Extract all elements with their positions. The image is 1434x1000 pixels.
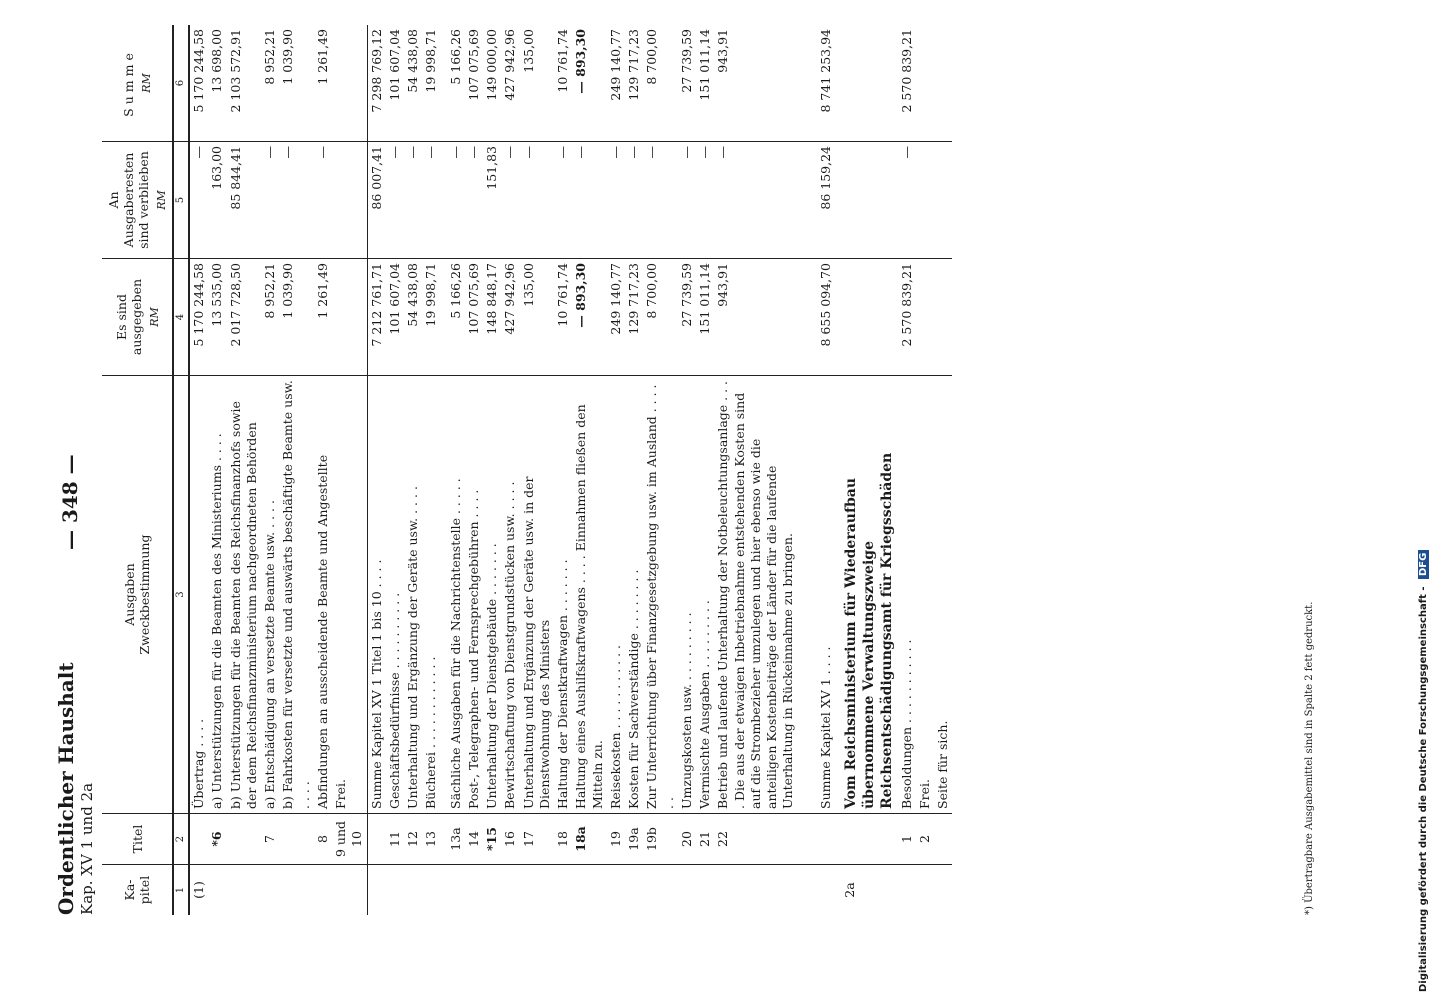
cell-summe xyxy=(835,25,898,142)
cell-kapitel xyxy=(643,865,678,916)
cell-titel: 18 xyxy=(554,814,572,865)
dfg-logo: DFG xyxy=(1418,550,1429,579)
table-row xyxy=(696,25,714,915)
cell-titel xyxy=(279,814,314,865)
cell-titel: 20 xyxy=(678,814,696,865)
unit-label: RM xyxy=(155,190,168,210)
cell-titel: 18a xyxy=(572,814,607,865)
cell-summe: 54 438,08 xyxy=(404,25,422,142)
side-margin xyxy=(1418,8,1434,992)
cell-zweckbestimmung: Unterhaltung und Ergänzung der Geräte usw. in der Dienstwohnung des Ministers xyxy=(520,376,555,814)
cell-summe: 249 140,77 xyxy=(607,25,625,142)
cell-zweckbestimmung: Post-, Telegraphen- und Fernsprechgebühren . . . . xyxy=(465,376,483,814)
cell-ausgabereste: 151,83 xyxy=(483,142,501,259)
cell-ausgabereste: 86 159,24 xyxy=(798,142,835,259)
cell-ausgegeben: 148 848,17 xyxy=(483,259,501,376)
cell-kapitel xyxy=(227,865,262,916)
table-row xyxy=(625,25,643,915)
cell-ausgegeben: 151 011,14 xyxy=(696,259,714,376)
cell-ausgabereste: 163,00 xyxy=(208,142,226,259)
cell-ausgabereste: — xyxy=(261,142,279,259)
cell-ausgabereste: — xyxy=(189,142,208,259)
cell-zweckbestimmung: Summe Kapitel XV 1 . . . . xyxy=(798,376,835,814)
cell-kapitel xyxy=(386,865,404,916)
cell-ausgabereste: 86 007,41 xyxy=(367,142,386,259)
cell-titel: 16 xyxy=(501,814,519,865)
cell-ausgegeben: 2 017 728,50 xyxy=(227,259,262,376)
table-row xyxy=(367,25,386,915)
cell-kapitel xyxy=(520,865,555,916)
cell-ausgabereste: — xyxy=(714,142,797,259)
cell-ausgegeben: 2 570 839,21 xyxy=(898,259,916,376)
cell-titel: 12 xyxy=(404,814,422,865)
table-row xyxy=(422,25,440,915)
cell-kapitel xyxy=(916,865,934,916)
col-number: 2 xyxy=(173,814,189,865)
table-row xyxy=(572,25,607,915)
cell-ausgabereste xyxy=(934,142,952,259)
cell-ausgabereste: — xyxy=(404,142,422,259)
cell-zweckbestimmung: b) Fahrkosten für versetzte und auswärts beschäftigte Beamte usw. . . . . xyxy=(279,376,314,814)
cell-kapitel xyxy=(798,865,835,916)
cell-ausgegeben xyxy=(934,259,952,376)
page-header xyxy=(54,662,96,915)
cell-ausgegeben: 107 075,69 xyxy=(465,259,483,376)
cell-ausgabereste: — xyxy=(898,142,916,259)
unit-label: RM xyxy=(140,73,153,93)
cell-kapitel: (1) xyxy=(191,881,207,899)
cell-summe xyxy=(916,25,934,142)
cell-ausgegeben: 1 039,90 xyxy=(279,259,314,376)
cell-titel: 19 xyxy=(607,814,625,865)
cell-ausgegeben: — 893,30 xyxy=(572,259,607,376)
col-zweck-header xyxy=(102,376,173,814)
table-row xyxy=(465,25,483,915)
col-number: 4 xyxy=(173,259,189,376)
cell-kapitel xyxy=(554,865,572,916)
cell-ausgegeben xyxy=(332,259,367,376)
cell-ausgabereste: — xyxy=(441,142,465,259)
cell-summe: 943,91 xyxy=(714,25,797,142)
cell-kapitel xyxy=(898,865,916,916)
cell-kapitel xyxy=(678,865,696,916)
cell-ausgabereste: — xyxy=(501,142,519,259)
table-row xyxy=(386,25,404,915)
cell-ausgabereste: — xyxy=(386,142,404,259)
header-subtitle: Kap. XV 1 und 2a xyxy=(78,782,96,915)
cell-kapitel xyxy=(314,865,332,916)
table-row xyxy=(332,25,367,915)
col-zweck-sub: Zweckbestimmung xyxy=(137,534,153,655)
table-row xyxy=(501,25,519,915)
cell-ausgabereste: — xyxy=(422,142,440,259)
table-row xyxy=(643,25,678,915)
digitization-note-text: Digitalisierung gefördert durch die Deutsche Forschungsgemeinschaft - xyxy=(1418,586,1429,992)
cell-ausgegeben: 101 607,04 xyxy=(386,259,404,376)
cell-kapitel xyxy=(483,865,501,916)
cell-summe: 101 607,04 xyxy=(386,25,404,142)
col-number: 1 xyxy=(173,865,189,916)
cell-ausgegeben: 7 212 761,71 xyxy=(367,259,386,376)
cell-zweckbestimmung: Frei. xyxy=(332,376,367,814)
cell-titel: 7 xyxy=(261,814,279,865)
cell-zweckbestimmung: Besoldungen . . . . . . . . . . . xyxy=(898,376,916,814)
cell-kapitel xyxy=(261,865,279,916)
table-row xyxy=(678,25,696,915)
col-ausgegeben-label: Es sind ausgegeben xyxy=(113,278,144,356)
cell-summe: 5 166,26 xyxy=(441,25,465,142)
cell-summe: 8 741 253,94 xyxy=(798,25,835,142)
cell-ausgabereste: — xyxy=(520,142,555,259)
cell-zweckbestimmung: Betrieb und laufende Unterhaltung der Notbeleuchtungsanlage . . . . Die aus der etwaigen Inbetriebnahme entstehenden Kosten sind auf die Strombezieher umzulegen und hier ebenso wie die anteiligen Kostenbeiträge der Länder für die laufende Unterhaltung in Rückeinnahme zu bringen. xyxy=(714,376,797,814)
cell-zweckbestimmung: Frei. xyxy=(916,376,934,814)
cell-titel: *6 xyxy=(208,814,226,865)
cell-titel: 22 xyxy=(714,814,797,865)
table-row xyxy=(208,25,226,915)
cell-zweckbestimmung: Summe Kapitel XV 1 Titel 1 bis 10 . . . . xyxy=(367,376,386,814)
cell-summe: 2 570 839,21 xyxy=(898,25,916,142)
cell-summe xyxy=(934,25,952,142)
table-row xyxy=(835,25,898,915)
cell-zweckbestimmung: a) Entschädigung an versetzte Beamte usw. . . . . xyxy=(261,376,279,814)
cell-titel: 9 und 10 xyxy=(332,814,367,865)
cell-zweckbestimmung: Geschäftsbedürfnisse . . . . . . . . . . xyxy=(386,376,404,814)
cell-kapitel xyxy=(208,865,226,916)
cell-ausgabereste: — xyxy=(696,142,714,259)
cell-summe: 129 717,23 xyxy=(625,25,643,142)
table-row xyxy=(934,25,952,915)
col-zweck-title: Ausgaben xyxy=(122,563,138,626)
cell-ausgegeben: 5 170 244,58 xyxy=(189,259,208,376)
cell-titel: *15 xyxy=(483,814,501,865)
cell-zweckbestimmung: Haltung eines Aushilfskraftwagens . . . . Einnahmen fließen den Mitteln zu. xyxy=(572,376,607,814)
cell-summe: 135,00 xyxy=(520,25,555,142)
table-row xyxy=(714,25,797,915)
cell-zweckbestimmung: Unterhaltung und Ergänzung der Geräte usw. . . . . xyxy=(404,376,422,814)
cell-zweckbestimmung: Unterhaltung der Dienstgebäude . . . . . . . xyxy=(483,376,501,814)
cell-kapitel xyxy=(404,865,422,916)
cell-ausgegeben: 5 166,26 xyxy=(441,259,465,376)
cell-titel xyxy=(189,814,208,865)
cell-titel: 19b xyxy=(643,814,678,865)
cell-titel: 13a xyxy=(441,814,465,865)
cell-ausgabereste: — xyxy=(678,142,696,259)
cell-summe: 10 761,74 xyxy=(554,25,572,142)
cell-summe: — 893,30 xyxy=(572,25,607,142)
cell-ausgegeben: 10 761,74 xyxy=(554,259,572,376)
table-row xyxy=(483,25,501,915)
cell-zweckbestimmung: Bewirtschaftung von Dienstgrundstücken usw. . . . . xyxy=(501,376,519,814)
cell-summe: 8 700,00 xyxy=(643,25,678,142)
col-summe-header xyxy=(102,25,173,142)
table-row xyxy=(314,25,332,915)
cell-summe: 19 998,71 xyxy=(422,25,440,142)
cell-ausgegeben: 427 942,96 xyxy=(501,259,519,376)
cell-kapitel xyxy=(279,865,314,916)
column-number-row xyxy=(173,25,189,915)
cell-ausgegeben: 249 140,77 xyxy=(607,259,625,376)
cell-summe: 2 103 572,91 xyxy=(227,25,262,142)
cell-titel xyxy=(835,814,898,865)
cell-ausgabereste xyxy=(332,142,367,259)
cell-ausgegeben: 19 998,71 xyxy=(422,259,440,376)
cell-ausgegeben xyxy=(835,259,898,376)
cell-zweckbestimmung: Haltung der Dienstkraftwagen . . . . . . . xyxy=(554,376,572,814)
cell-kapitel xyxy=(501,865,519,916)
cell-ausgabereste: — xyxy=(572,142,607,259)
cell-titel: 17 xyxy=(520,814,555,865)
cell-zweckbestimmung: Reisekosten . . . . . . . . . . . xyxy=(607,376,625,814)
cell-zweckbestimmung: Zur Unterrichtung über Finanzgesetzgebung usw. im Ausland . . . . . . xyxy=(643,376,678,814)
table-row xyxy=(520,25,555,915)
table-row xyxy=(554,25,572,915)
cell-ausgabereste: — xyxy=(643,142,678,259)
cell-ausgegeben: 54 438,08 xyxy=(404,259,422,376)
col-kapitel-header: Ka-pitel xyxy=(102,865,173,916)
col-summe-label: Summe xyxy=(121,49,136,117)
col-ausgabereste-header xyxy=(102,142,173,259)
col-number: 3 xyxy=(173,376,189,814)
cell-kapitel xyxy=(422,865,440,916)
cell-summe: 27 739,59 xyxy=(678,25,696,142)
rotated-page-content xyxy=(14,5,1344,995)
cell-ausgabereste: — xyxy=(625,142,643,259)
table-row xyxy=(404,25,422,915)
cell-ausgegeben: 1 261,49 xyxy=(314,259,332,376)
cell-ausgegeben: 13 535,00 xyxy=(208,259,226,376)
cell-kapitel xyxy=(714,865,797,916)
cell-summe: 107 075,69 xyxy=(465,25,483,142)
table-row xyxy=(189,25,208,915)
cell-kapitel xyxy=(441,865,465,916)
cell-titel: 1 xyxy=(898,814,916,865)
header-title: Ordentlicher Haushalt xyxy=(54,662,78,915)
cell-summe: 7 298 769,12 xyxy=(367,25,386,142)
cell-titel xyxy=(934,814,952,865)
table-header-row xyxy=(102,25,173,915)
cell-zweckbestimmung: Kosten für Sachverständige . . . . . . . . xyxy=(625,376,643,814)
col-titel-header: Titel xyxy=(102,814,173,865)
cell-ausgegeben: 129 717,23 xyxy=(625,259,643,376)
cell-zweckbestimmung: b) Unterstützungen für die Beamten des Reichsfinanzhofs sowie der dem Reichsfinanzministerium nachgeordneten Behörden xyxy=(227,376,262,814)
cell-summe: 427 942,96 xyxy=(501,25,519,142)
col-ausgegeben-header xyxy=(102,259,173,376)
cell-kapitel xyxy=(934,865,952,916)
cell-titel: 21 xyxy=(696,814,714,865)
table-row xyxy=(607,25,625,915)
cell-zweckbestimmung: Bücherei . . . . . . . . . . . . xyxy=(422,376,440,814)
col-number: 5 xyxy=(173,142,189,259)
cell-kapitel xyxy=(367,865,386,916)
table-row xyxy=(798,25,835,915)
cell-kapitel xyxy=(465,865,483,916)
cell-zweckbestimmung: Abfindungen an ausscheidende Beamte und Angestellte xyxy=(314,376,332,814)
cell-ausgabereste: 85 844,41 xyxy=(227,142,262,259)
table-row xyxy=(279,25,314,915)
cell-zweckbestimmung: Umzugskosten usw. . . . . . . . . . xyxy=(678,376,696,814)
cell-titel xyxy=(798,814,835,865)
cell-kapitel xyxy=(332,865,367,916)
cell-summe: 13 698,00 xyxy=(208,25,226,142)
budget-table xyxy=(102,25,952,915)
cell-titel: 11 xyxy=(386,814,404,865)
cell-kapitel xyxy=(625,865,643,916)
col-ausgabereste-label: An Ausgaberesten sind verblieben xyxy=(106,151,151,249)
table-row xyxy=(441,25,465,915)
col-number: 6 xyxy=(173,25,189,142)
cell-kapitel xyxy=(572,865,607,916)
cell-ausgabereste xyxy=(835,142,898,259)
cell-zweckbestimmung: Sächliche Ausgaben für die Nachrichtenstelle . . . . . xyxy=(441,376,465,814)
cell-ausgabereste: — xyxy=(314,142,332,259)
cell-ausgabereste: — xyxy=(279,142,314,259)
cell-ausgegeben xyxy=(916,259,934,376)
cell-titel xyxy=(227,814,262,865)
cell-ausgegeben: 8 655 094,70 xyxy=(798,259,835,376)
cell-zweckbestimmung: Vom Reichsministerium für Wiederaufbau übernommene Verwaltungszweige Reichsentschädigungsamt für Kriegsschäden xyxy=(835,376,898,814)
cell-summe: 1 261,49 xyxy=(314,25,332,142)
cell-summe: 5 170 244,58 xyxy=(189,25,208,142)
cell-titel: 13 xyxy=(422,814,440,865)
page-number: — 348 — xyxy=(58,454,82,550)
table-row xyxy=(916,25,934,915)
cell-titel: 19a xyxy=(625,814,643,865)
cell-titel xyxy=(367,814,386,865)
cell-ausgegeben: 8 952,21 xyxy=(261,259,279,376)
cell-zweckbestimmung: Übertrag . . . . xyxy=(189,376,208,814)
cell-kapitel xyxy=(607,865,625,916)
table-row xyxy=(261,25,279,915)
table-row xyxy=(898,25,916,915)
cell-ausgabereste: — xyxy=(607,142,625,259)
cell-ausgegeben: 943,91 xyxy=(714,259,797,376)
cell-titel: 2 xyxy=(916,814,934,865)
cell-zweckbestimmung: Seite für sich. xyxy=(934,376,952,814)
cell-kapitel: 2a xyxy=(841,882,857,898)
cell-summe xyxy=(332,25,367,142)
cell-ausgabereste: — xyxy=(554,142,572,259)
cell-ausgegeben: 27 739,59 xyxy=(678,259,696,376)
cell-summe: 8 952,21 xyxy=(261,25,279,142)
cell-zweckbestimmung: Vermischte Ausgaben . . . . . . . . . xyxy=(696,376,714,814)
cell-ausgabereste xyxy=(916,142,934,259)
cell-zweckbestimmung: a) Unterstützungen für die Beamten des Ministeriums . . . . xyxy=(208,376,226,814)
table-row xyxy=(227,25,262,915)
footnote: *) Übertragbare Ausgabemittel sind in Spalte 2 fett gedruckt. xyxy=(1304,601,1315,915)
cell-ausgegeben: 135,00 xyxy=(520,259,555,376)
cell-summe: 1 039,90 xyxy=(279,25,314,142)
cell-summe: 149 000,00 xyxy=(483,25,501,142)
cell-ausgegeben: 8 700,00 xyxy=(643,259,678,376)
cell-summe: 151 011,14 xyxy=(696,25,714,142)
table-body xyxy=(189,25,952,915)
digitization-note xyxy=(1418,8,1429,992)
cell-titel: 8 xyxy=(314,814,332,865)
cell-kapitel xyxy=(696,865,714,916)
cell-ausgabereste: — xyxy=(465,142,483,259)
cell-titel: 14 xyxy=(465,814,483,865)
unit-label: RM xyxy=(147,307,161,327)
